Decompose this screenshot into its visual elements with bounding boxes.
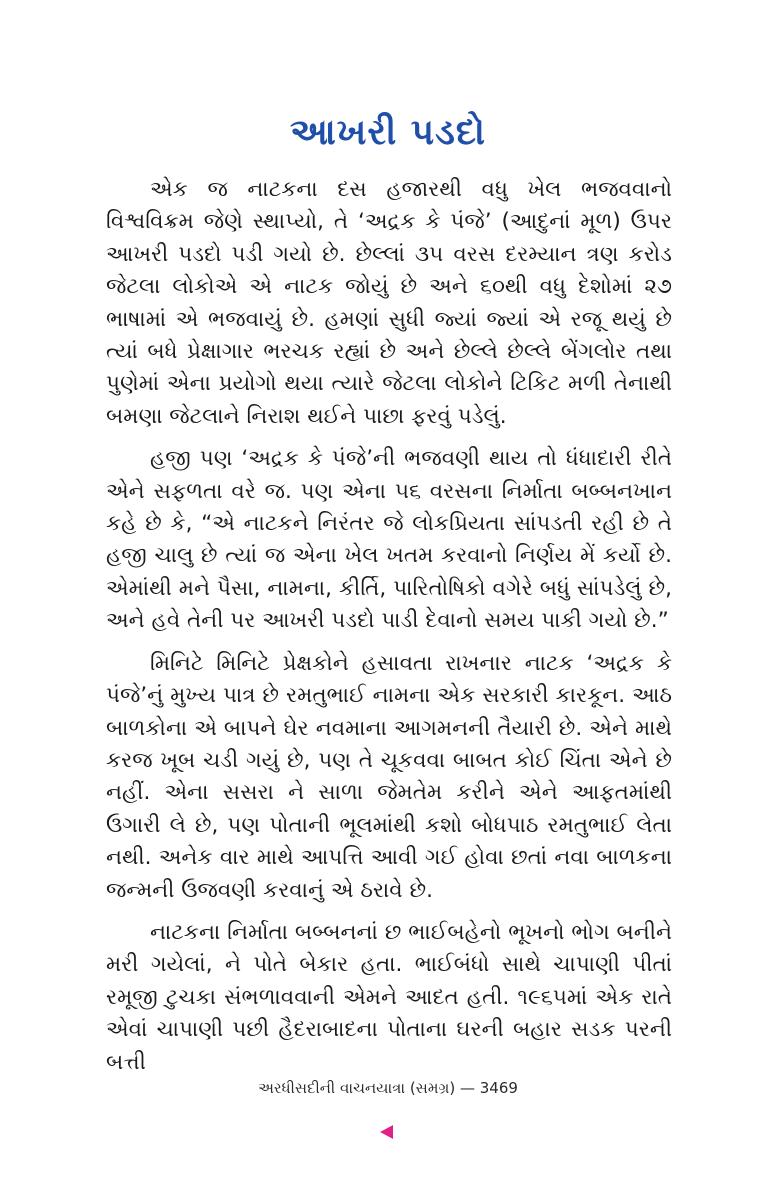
chapter-title: આખરી પડદો <box>289 112 487 153</box>
body-text <box>106 174 672 1089</box>
paragraph-3: મિનિટે મિનિટે પ્રેક્ષકોને હસાવતા રાખનાર નાટક ‘અદ્રક કે પંજે’નું મુખ્ય પાત્ર છે રમતુભાઈ નામના એક સરકારી કારકૂન. આઠ બાળકોના એ બાપને ઘેર નવમાના આગમનની તૈયારી છે. એને માથે કરજ ખૂબ ચડી ગયું છે, પણ તે ચૂકવવા બાબત કોઈ ચિંતા એને છે નહીં. એના સસરા ને સાળા જેમતેમ કરીને એને આફતમાંથી ઉગારી લે છે, પણ પોતાની ભૂલમાંથી કશો બોધપાઠ રમતુભાઈ લેતા નથી. અનેક વાર માથે આપત્તિ આવી ગઈ હોવા છતાં નવા બાળકના જન્મની ઉજવણી કરવાનું એ ઠરાવે છે. <box>106 650 672 903</box>
paragraph-2: હજી પણ ‘અદ્રક કે પંજે’ની ભજવણી થાય તો ધંધાદારી રીતે એને સફળતા વરે જ. પણ એના ૫૬ વરસના નિર્માતા બબ્બનખાન કહે છે કે, “એ નાટકને નિરંતર જે લોકપ્રિયતા સાંપડતી રહી છે તે હજી ચાલુ છે ત્યાં જ એના ખેલ ખતમ કરવાનો નિર્ણય મેં કર્યો છે. એમાંથી મને પૈસા, નામના, કીર્તિ, પારિતોષિકો વગેરે બધું સાંપડેલું છે, અને હવે તેની પર આખરી પડદો પાડી દેવાનો સમય પાકી ગયો છે.” <box>106 446 672 634</box>
paragraph-4: નાટકના નિર્માતા બબ્બનનાં છ ભાઈબહેનો ભૂખનો ભોગ બનીને મરી ગયેલાં, ને પોતે બેકાર હતા. ભાઈબંધો સાથે ચાપાણી પીતાં રમૂજી ટુચકા સંભળાવવાની એમને આદત હતી. ૧૯૬૫માં એક રાતે એવાં ચાપાણી પછી હૈદરાબાદના પોતાના ઘરની બહાર સડક પરની બત્તી <box>106 919 672 1075</box>
page-footer: અરધીસદીની વાચનયાત્રા (સમગ્ર) — 3469 <box>258 1079 518 1097</box>
paragraph-1: એક જ નાટકના દસ હજારથી વધુ ખેલ ભજવવાનો વિશ્વવિક્રમ જેણે સ્થાપ્યો, તે ‘અદ્રક કે પંજે’ (આદુનાં મૂળ) ઉપર આખરી પડદો પડી ગયો છે. છેલ્લાં ૩૫ વરસ દરમ્યાન ત્રણ કરોડ જેટલા લોકોએ એ નાટક જોયું છે અને ૬૦થી વધુ દેશોમાં ૨૭ ભાષામાં એ ભજવાયું છે. હમણાં સુધી જ્યાં જ્યાં એ રજૂ થયું છે ત્યાં બધે પ્રેક્ષાગાર ભરચક રહ્યાં છે અને છેલ્લે છેલ્લે બેંગલોર તથા પુણેમાં એના પ્રયોગો થયા ત્યારે જેટલા લોકોને ટિકિટ મળી તેનાથી બમણા જેટલાને નિરાશ થઈને પાછા ફરવું પડેલું. <box>106 177 672 429</box>
previous-page-icon[interactable] <box>380 1125 393 1139</box>
